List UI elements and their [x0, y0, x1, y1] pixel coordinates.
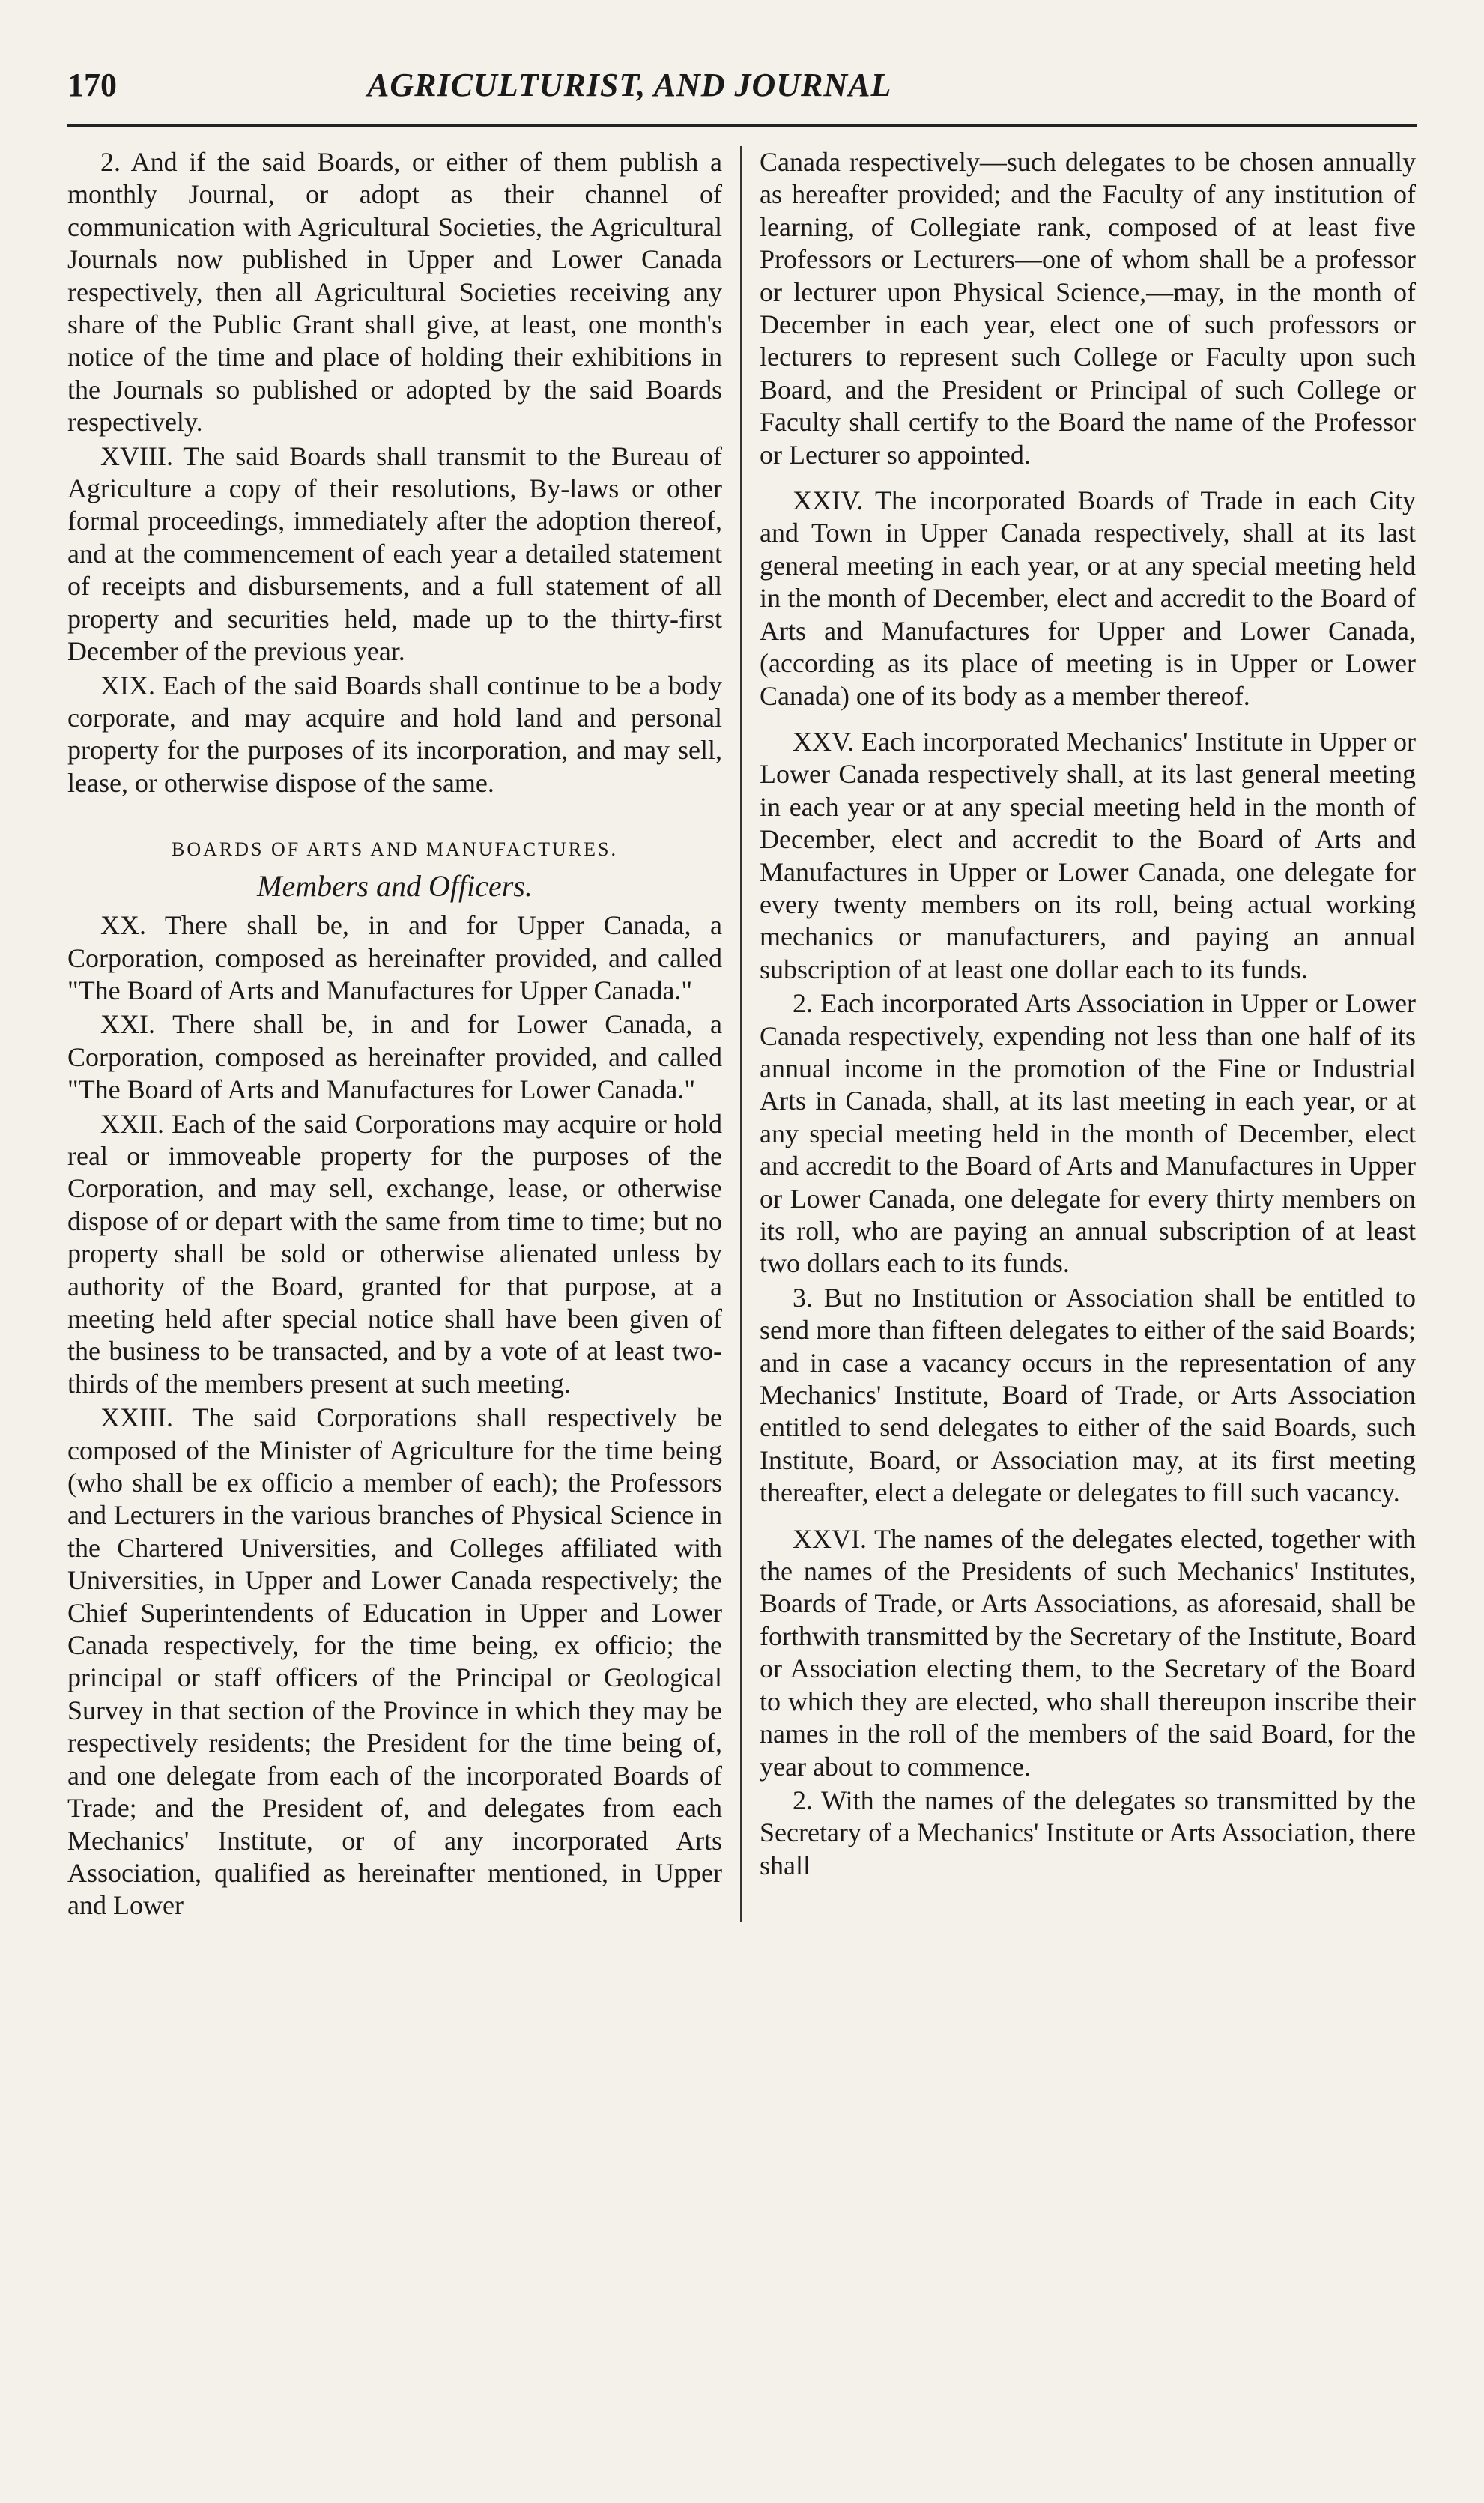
left-column	[67, 146, 742, 1922]
page-header	[67, 66, 1417, 111]
page-number: 170	[67, 67, 117, 103]
paragraph: XXII. Each of the said Corporations may acquire or hold real or immoveable property for the purposes of the Corporation, and may sell, exchange, lease, or otherwise dispose of or depart with the same from time to time; but no property shall be sold or otherwise alienated unless by authority of the Board, granted for that purpose, at a meeting held after special notice shall have been given of the business to be transacted, and by a vote of at least two-thirds of the members present at such meeting.	[67, 1108, 722, 1399]
header-rule	[67, 124, 1417, 127]
paragraph: 2. With the names of the delegates so transmitted by the Secretary of a Mechanics' Institute or Arts Association, there shall	[760, 1785, 1416, 1880]
paragraph: XIX. Each of the said Boards shall continue to be a body corporate, and may acquire and hold land and personal property for the purposes of its incorporation, and may sell, lease, or otherwise dispose of the same.	[67, 670, 722, 798]
section-subheading: Members and Officers.	[257, 869, 533, 904]
paragraph: Canada respectively—such delegates to be chosen annually as hereafter provided; and the Faculty of any institution of learning, of Collegiate rank, composed of at least five Professors or Lecturers—one of whom shall be a professor or lecturer upon Physical Science,—may, in the month of December in each year, elect one of such professors or lecturers to represent such College or Faculty upon such Board, and the President or Principal of such College or Faculty shall certify to the Board the name of the Professor or Lecturer so appointed.	[760, 147, 1416, 470]
paragraph: XXIV. The incorporated Boards of Trade in each City and Town in Upper Canada respectively, shall at its last general meeting in each year, or at any special meeting held in the month of December, elect and accredit to the Board of Arts and Manufactures for Upper and Lower Canada, (according as its place of meeting is in Upper or Lower Canada) one of its body as a member thereof.	[760, 485, 1416, 711]
right-column	[742, 146, 1416, 1922]
paragraph: 2. Each incorporated Arts Association in Upper or Lower Canada respectively, expending not less than one half of its annual income in the promotion of the Fine or Industrial Arts in Canada, shall, at its last meeting in each year, or at any special meeting held in the month of December, elect and accredit to the Board of Arts and Manufactures in Upper or Lower Canada, one delegate for every thirty members on its roll, who are paying an annual subscription of at least two dollars each to its funds.	[760, 988, 1416, 1279]
section-heading: BOARDS OF ARTS AND MANUFACTURES.	[171, 838, 618, 861]
paragraph: XXV. Each incorporated Mechanics' Institute in Upper or Lower Canada respectively shall, at its last general meeting in each year or at any special meeting held in the month of December, elect and accredit to the Board of Arts and Manufactures in Upper or Lower Canada, one delegate for every twenty members on its roll, being actual working mechanics or manufacturers, and paying an annual subscription of at least one dollar each to its funds.	[760, 726, 1416, 984]
text-columns	[67, 146, 1417, 1922]
paragraph: XX. There shall be, in and for Upper Canada, a Corporation, composed as hereinafter provided, and called "The Board of Arts and Manufactures for Upper Canada."	[67, 910, 722, 1005]
paragraph: XXVI. The names of the delegates elected, together with the names of the Presidents of such Mechanics' Institutes, Boards of Trade, or Arts Associations, as aforesaid, shall be forthwith transmitted by the Secretary of the Institute, Board or Association electing them, to the Secretary of the Board to which they are elected, who shall thereupon inscribe their names in the roll of the members of the said Board, for the year about to commence.	[760, 1523, 1416, 1782]
paragraph: XVIII. The said Boards shall transmit to the Bureau of Agriculture a copy of their resolutions, By-laws or other formal proceedings, immediately after the adoption thereof, and at the commencement of each year a detailed statement of receipts and disbursements, and a full statement of all property and securities held, made up to the thirty-first December of the previous year.	[67, 441, 722, 667]
paragraph: XXIII. The said Corporations shall respectively be composed of the Minister of Agriculture for the time being (who shall be ex officio a member of each); the Professors and Lecturers in the various branches of Physical Science in the Chartered Universities, and Colleges affiliated with Universities, in Upper and Lower Canada respectively; the Chief Superintendents of Education in Upper and Lower Canada respectively, for the time being, ex officio; the principal or staff officers of the Principal or Geological Survey in that section of the Province in which they may be respectively residents; the President for the time being of, and one delegate from each of the incorporated Boards of Trade; and the President of, and delegates from each Mechanics' Institute, or of any incorporated Arts Association, qualified as hereinafter mentioned, in Upper and Lower	[67, 1402, 722, 1921]
paragraph: XXI. There shall be, in and for Lower Canada, a Corporation, composed as hereinafter provided, and called "The Board of Arts and Manufactures for Lower Canada."	[67, 1009, 722, 1105]
running-title: AGRICULTURIST, AND JOURNAL	[367, 67, 892, 103]
paragraph: 3. But no Institution or Association shall be entitled to send more than fifteen delegates to either of the said Boards; and in case a vacancy occurs in the representation of any Mechanics' Institute, Board of Trade, or Arts Association entitled to send delegates to either of the said Boards, such Institute, Board, or Association may, at its first meeting thereafter, elect a delegate or delegates to fill such vacancy.	[760, 1282, 1416, 1508]
paragraph: 2. And if the said Boards, or either of them publish a monthly Journal, or adopt as their channel of communication with Agricultural Societies, the Agricultural Journals now published in Upper and Lower Canada respectively, then all Agricultural Societies receiving any share of the Public Grant shall give, at least, one month's notice of the time and place of holding their exhibitions in the Journals so published or adopted by the said Boards respectively.	[67, 147, 722, 438]
